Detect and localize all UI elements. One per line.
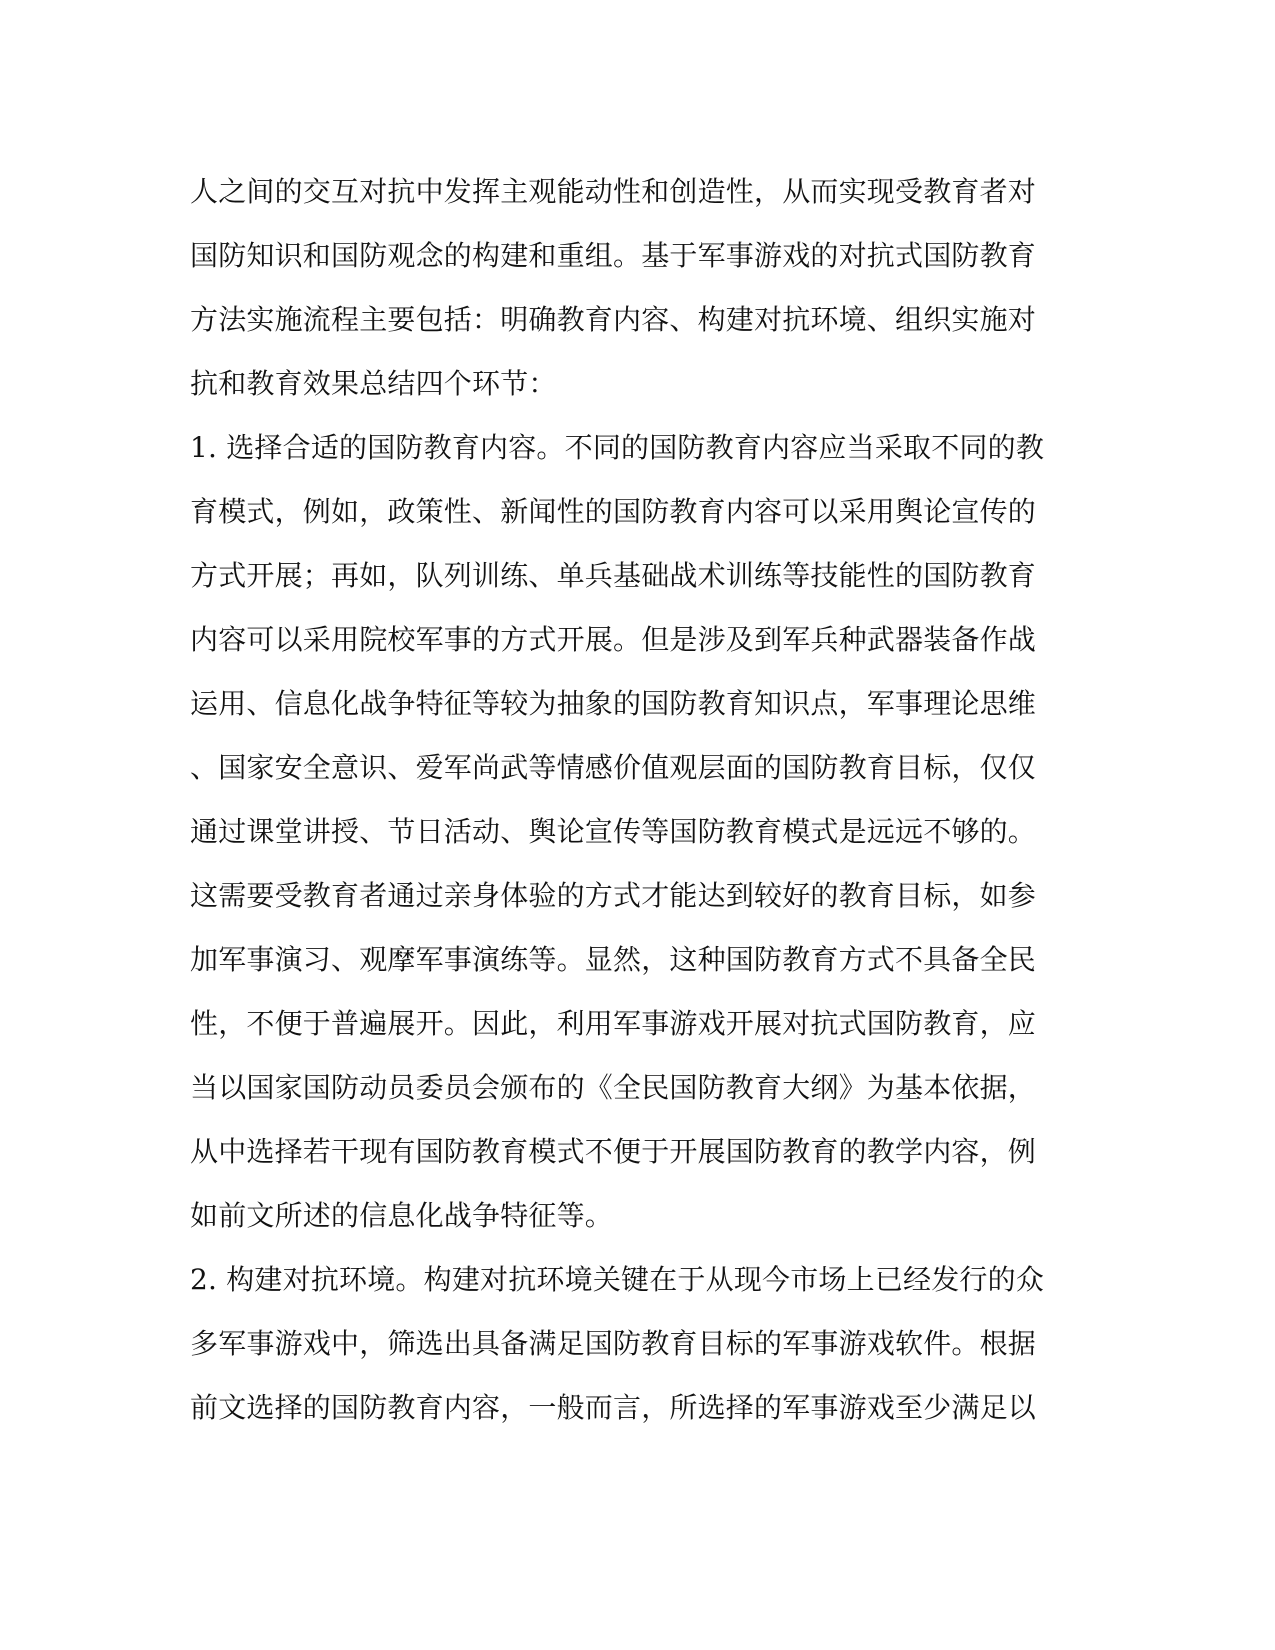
text-line: 这需要受教育者通过亲身体验的方式才能达到较好的教育目标，如参 — [190, 879, 1037, 912]
text-line: 、国家安全意识、爱军尚武等情感价值观层面的国防教育目标，仅仅 — [190, 751, 1037, 784]
text-line: 运用、信息化战争特征等较为抽象的国防教育知识点，军事理论思维 — [190, 687, 1037, 720]
text-line: 内容可以采用院校军事的方式开展。但是涉及到军兵种武器装备作战 — [190, 623, 1037, 656]
text-line: 多军事游戏中，筛选出具备满足国防教育目标的军事游戏软件。根据 — [190, 1327, 1037, 1360]
text-line: 抗和教育效果总结四个环节： — [190, 367, 557, 400]
text-line: 育模式，例如，政策性、新闻性的国防教育内容可以采用舆论宣传的 — [190, 495, 1037, 528]
text-line: 人之间的交互对抗中发挥主观能动性和创造性，从而实现受教育者对 — [190, 175, 1037, 208]
body-text — [190, 160, 1070, 1440]
text-line: 如前文所述的信息化战争特征等。 — [190, 1199, 614, 1232]
text-line: 1. 选择合适的国防教育内容。不同的国防教育内容应当采取不同的教 — [190, 431, 1045, 464]
text-line: 方式开展；再如，队列训练、单兵基础战术训练等技能性的国防教育 — [190, 559, 1037, 592]
text-line: 加军事演习、观摩军事演练等。显然，这种国防教育方式不具备全民 — [190, 943, 1037, 976]
text-line: 方法实施流程主要包括：明确教育内容、构建对抗环境、组织实施对 — [190, 303, 1037, 336]
text-line: 国防知识和国防观念的构建和重组。基于军事游戏的对抗式国防教育 — [190, 239, 1037, 272]
text-line: 从中选择若干现有国防教育模式不便于开展国防教育的教学内容，例 — [190, 1135, 1037, 1168]
text-line: 性，不便于普遍展开。因此，利用军事游戏开展对抗式国防教育，应 — [190, 1007, 1037, 1040]
text-line: 通过课堂讲授、节日活动、舆论宣传等国防教育模式是远远不够的。 — [190, 815, 1037, 848]
text-line: 2. 构建对抗环境。构建对抗环境关键在于从现今市场上已经发行的众 — [190, 1263, 1045, 1296]
text-line: 当以国家国防动员委员会颁布的《全民国防教育大纲》为基本依据， — [190, 1071, 1037, 1104]
text-line: 前文选择的国防教育内容，一般而言，所选择的军事游戏至少满足以 — [190, 1391, 1037, 1424]
